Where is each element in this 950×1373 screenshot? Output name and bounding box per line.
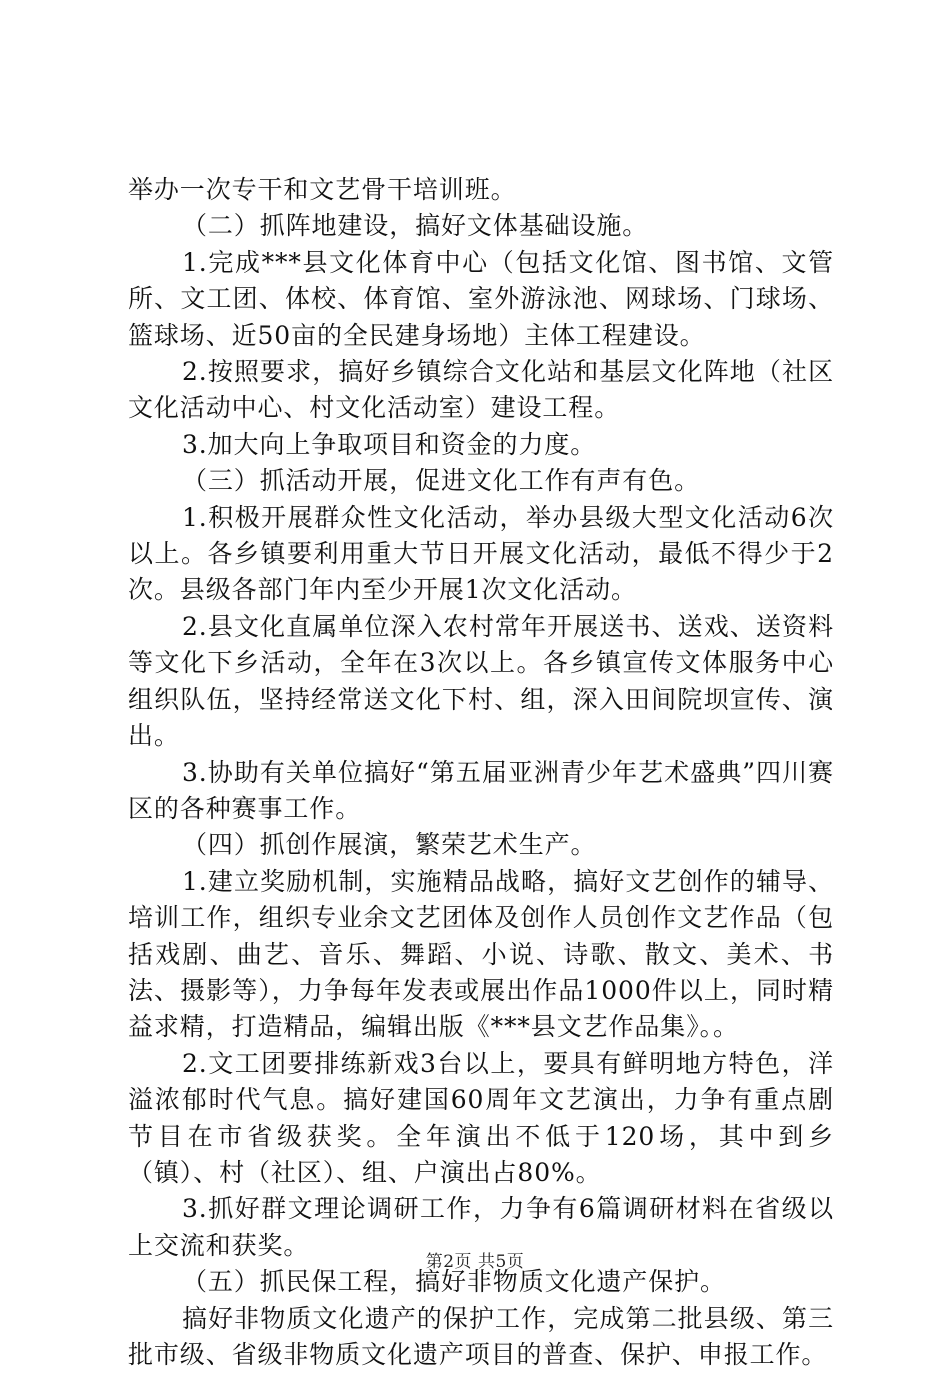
paragraph: 3.协助有关单位搞好“第五届亚洲青少年艺术盛典”四川赛区的各种赛事工作。 xyxy=(128,757,834,823)
paragraph: 1.完成***县文化体育中心（包括文化馆、图书馆、文管所、文工团、体校、体育馆、室外游泳池、网球场、门球场、篮球场、近50亩的全民建身场地）主体工程建设。 xyxy=(128,247,834,350)
document-body xyxy=(128,172,834,1373)
section-heading-5: （五）抓民保工程，搞好非物质文化遗产保护。 xyxy=(182,1267,726,1297)
paragraph: 2.文工团要排练新戏3台以上，要具有鲜明地方特色，洋溢浓郁时代气息。搞好建国60周年文艺演出，力争有重点剧节目在市省级获奖。全年演出不低于120场，其中到乡（镇）、村（社区）、组、户演出占80%。 xyxy=(128,1048,834,1187)
section-heading-2: （二）抓阵地建设，搞好文体基础设施。 xyxy=(182,211,649,241)
paragraph: 3.加大向上争取项目和资金的力度。 xyxy=(182,429,597,459)
paragraph: 举办一次专干和文艺骨干培训班。 xyxy=(128,175,517,204)
paragraph: 1.建立奖励机制，实施精品战略，搞好文艺创作的辅导、培训工作，组织专业余文艺团体及创作人员创作文艺作品（包括戏剧、曲艺、音乐、舞蹈、小说、诗歌、散文、美术、书法、摄影等），力争每年发表或展出作品1000件以上，同时精益求精，打造精品，编辑出版《***县文艺作品集》。。 xyxy=(128,866,834,1042)
paragraph: 3.抓好群文理论调研工作，力争有6篇调研材料在省级以上交流和获奖。 xyxy=(128,1194,834,1260)
page-footer: 第2页 共5页 xyxy=(425,1252,525,1272)
paragraph: 2.县文化直属单位深入农村常年开展送书、送戏、送资料等文化下乡活动，全年在3次以上。各乡镇宣传文体服务中心组织队伍，坚持经常送文化下村、组，深入田间院坝宣传、演出。 xyxy=(128,611,834,751)
section-heading-4: （四）抓创作展演，繁荣艺术生产。 xyxy=(182,830,597,860)
paragraph: 1.积极开展群众性文化活动，举办县级大型文化活动6次以上。各乡镇要利用重大节日开展文化活动，最低不得少于2次。县级各部门年内至少开展1次文化活动。 xyxy=(128,502,834,605)
paragraph: 2.按照要求，搞好乡镇综合文化站和基层文化阵地（社区文化活动中心、村文化活动室）建设工程。 xyxy=(128,357,834,423)
section-heading-3: （三）抓活动开展，促进文化工作有声有色。 xyxy=(182,466,701,496)
paragraph: 搞好非物质文化遗产的保护工作，完成第二批县级、第三批市级、省级非物质文化遗产项目的普查、保护、申报工作。 xyxy=(128,1303,834,1369)
